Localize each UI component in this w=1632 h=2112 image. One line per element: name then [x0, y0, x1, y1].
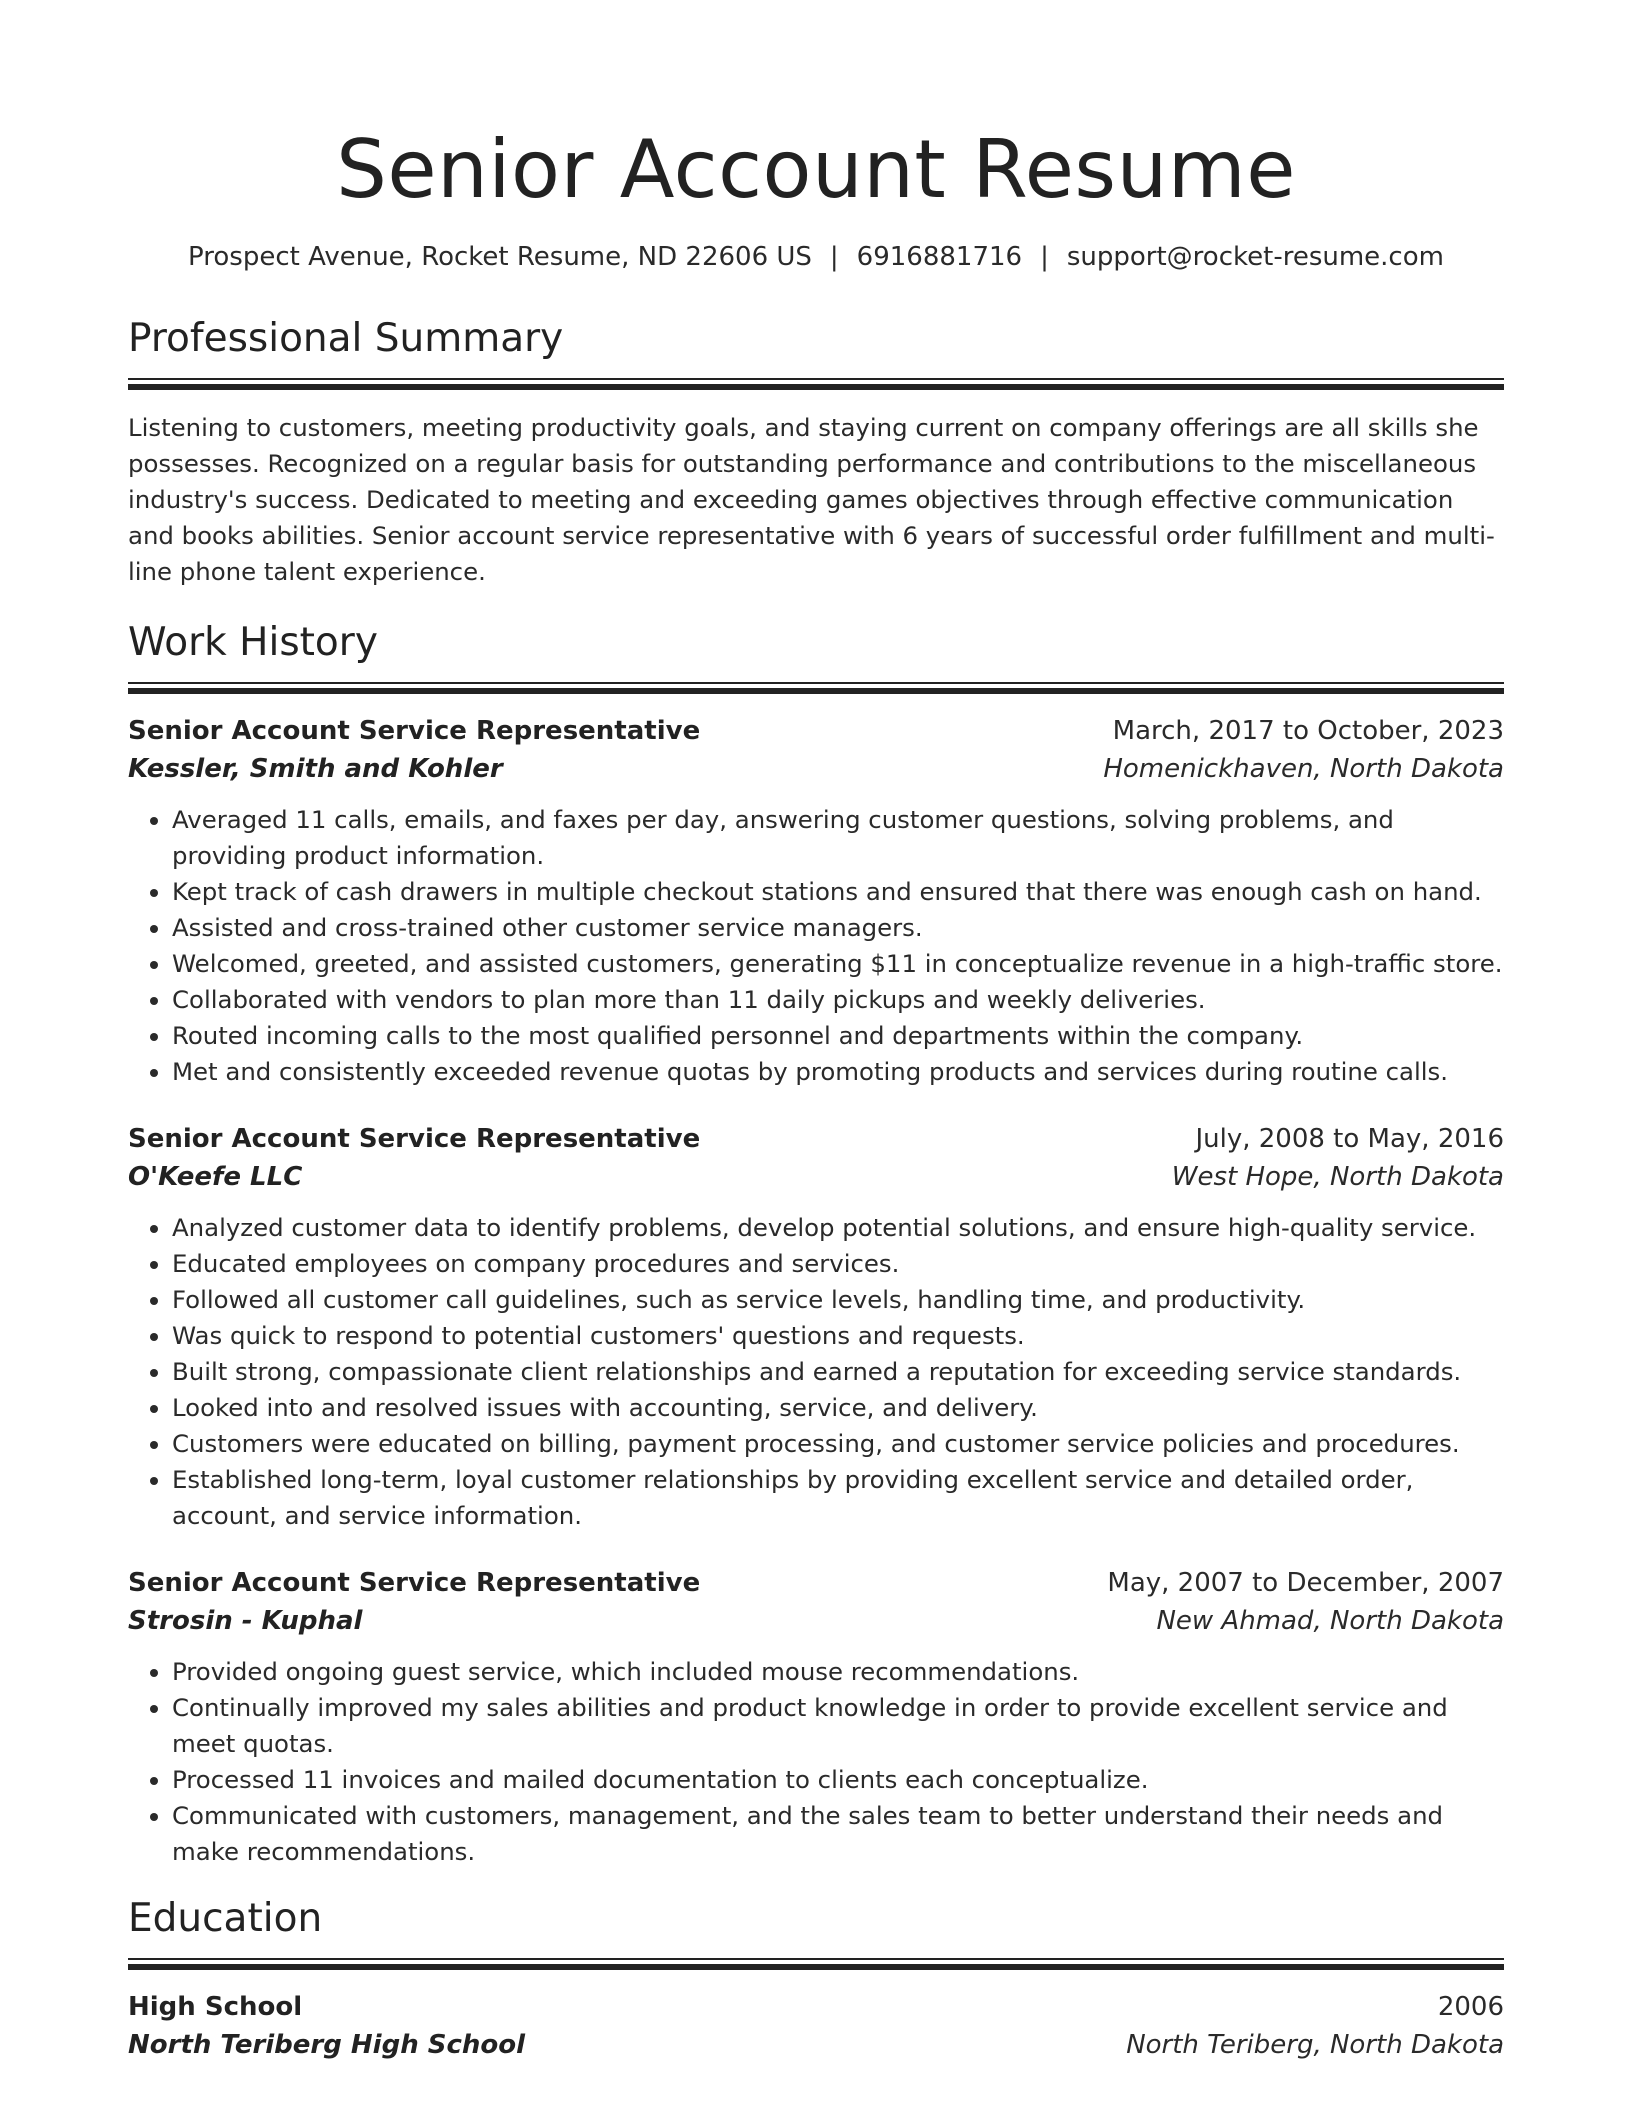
job-header [128, 712, 1504, 750]
job-bullets [128, 802, 1504, 1090]
resume-title: Senior Account Resume [336, 123, 1296, 216]
job-location: West Hope, North Dakota [1171, 1162, 1504, 1192]
section-heading: Education [128, 1896, 323, 1941]
job-bullet: • Routed incoming calls to the most qualified personnel and departments within the company. [172, 1018, 1504, 1054]
job-location: Homenickhaven, North Dakota [1103, 754, 1504, 784]
job-entry [128, 712, 1504, 1090]
job-bullet: • Met and consistently exceeded revenue quotas by promoting products and services during routine calls. [172, 1054, 1504, 1090]
contact-phone: 6916881716 [856, 242, 1023, 272]
job-bullet: • Educated employees on company procedures and services. [172, 1246, 1504, 1282]
job-bullet: • Kept track of cash drawers in multiple checkout stations and ensured that there was enough cash on hand. [172, 874, 1504, 910]
job-bullet: • Continually improved my sales abilities and product knowledge in order to provide excellent service and meet quotas. [172, 1690, 1504, 1762]
job-location: New Ahmad, North Dakota [1156, 1606, 1504, 1636]
job-company: Strosin - Kuphal [128, 1606, 363, 1636]
job-subheader [128, 1602, 1504, 1640]
job-bullet: • Established long-term, loyal customer relationships by providing excellent service and detailed order, account, and service information. [172, 1462, 1504, 1534]
section-work-history [128, 618, 1504, 1870]
job-bullet: • Analyzed customer data to identify problems, develop potential solutions, and ensure high-quality service. [172, 1210, 1504, 1246]
job-entry [128, 1564, 1504, 1870]
education-school: North Teriberg High School [128, 2030, 526, 2060]
job-header [128, 1564, 1504, 1602]
job-company: O'Keefe LLC [128, 1162, 303, 1192]
job-bullet: • Averaged 11 calls, emails, and faxes per day, answering customer questions, solving problems, and providing product information. [172, 802, 1504, 874]
job-dates: July, 2008 to May, 2016 [1195, 1124, 1504, 1154]
education-year: 2006 [1437, 1992, 1504, 2022]
job-entry [128, 1120, 1504, 1534]
job-subheader [128, 1158, 1504, 1196]
job-bullet: • Looked into and resolved issues with accounting, service, and delivery. [172, 1390, 1504, 1426]
job-header [128, 1120, 1504, 1158]
job-bullet: • Followed all customer call guidelines, such as service levels, handling time, and productivity. [172, 1282, 1504, 1318]
education-entry [128, 1988, 1504, 2064]
summary-text: Listening to customers, meeting productivity goals, and staying current on company offerings are all skills she possesses. Recognized on a regular basis for outstanding performance and contributions to the miscellaneous industry's success. Dedicated to meeting and exceeding games objectives through effective communication and books abilities. Senior account service representative with 6 years of successful order fulfillment and multi-line phone talent experience. [128, 413, 1495, 586]
job-bullets [128, 1210, 1504, 1534]
job-bullet: • Was quick to respond to potential customers' questions and requests. [172, 1318, 1504, 1354]
job-bullet: • Built strong, compassionate client relationships and earned a reputation for exceeding service standards. [172, 1354, 1504, 1390]
job-bullet: • Collaborated with vendors to plan more than 11 daily pickups and weekly deliveries. [172, 982, 1504, 1018]
job-title: Senior Account Service Representative [128, 1124, 701, 1154]
job-bullets [128, 1654, 1504, 1870]
job-bullet: • Customers were educated on billing, payment processing, and customer service policies and procedures. [172, 1426, 1504, 1462]
job-company: Kessler, Smith and Kohler [128, 754, 503, 784]
job-bullet: • Welcomed, greeted, and assisted customers, generating $11 in conceptualize revenue in a high-traffic store. [172, 946, 1504, 982]
job-title: Senior Account Service Representative [128, 716, 701, 746]
section-divider [128, 378, 1504, 390]
contact-email: support@rocket-resume.com [1066, 242, 1444, 272]
job-bullet: • Provided ongoing guest service, which included mouse recommendations. [172, 1654, 1504, 1690]
section-heading: Work History [128, 620, 378, 665]
section-education [128, 1894, 1504, 2064]
job-dates: March, 2017 to October, 2023 [1112, 716, 1504, 746]
education-header [128, 1988, 1504, 2026]
job-subheader [128, 750, 1504, 788]
education-subheader [128, 2026, 1504, 2064]
section-heading: Professional Summary [128, 316, 564, 361]
job-dates: May, 2007 to December, 2007 [1107, 1568, 1504, 1598]
education-location: North Teriberg, North Dakota [1126, 2030, 1504, 2060]
job-title: Senior Account Service Representative [128, 1568, 701, 1598]
section-divider [128, 682, 1504, 694]
contact-address: Prospect Avenue, Rocket Resume, ND 22606 US [188, 242, 812, 272]
contact-separator: | [1040, 242, 1049, 272]
section-professional-summary [128, 314, 1504, 590]
contact-line [128, 240, 1504, 274]
job-bullet: • Assisted and cross-trained other customer service managers. [172, 910, 1504, 946]
job-bullet: • Processed 11 invoices and mailed documentation to clients each conceptualize. [172, 1762, 1504, 1798]
education-degree: High School [128, 1992, 303, 2022]
section-divider [128, 1958, 1504, 1970]
contact-separator: | [829, 242, 839, 272]
job-bullet: • Communicated with customers, management, and the sales team to better understand their needs and make recommendations. [172, 1798, 1504, 1870]
